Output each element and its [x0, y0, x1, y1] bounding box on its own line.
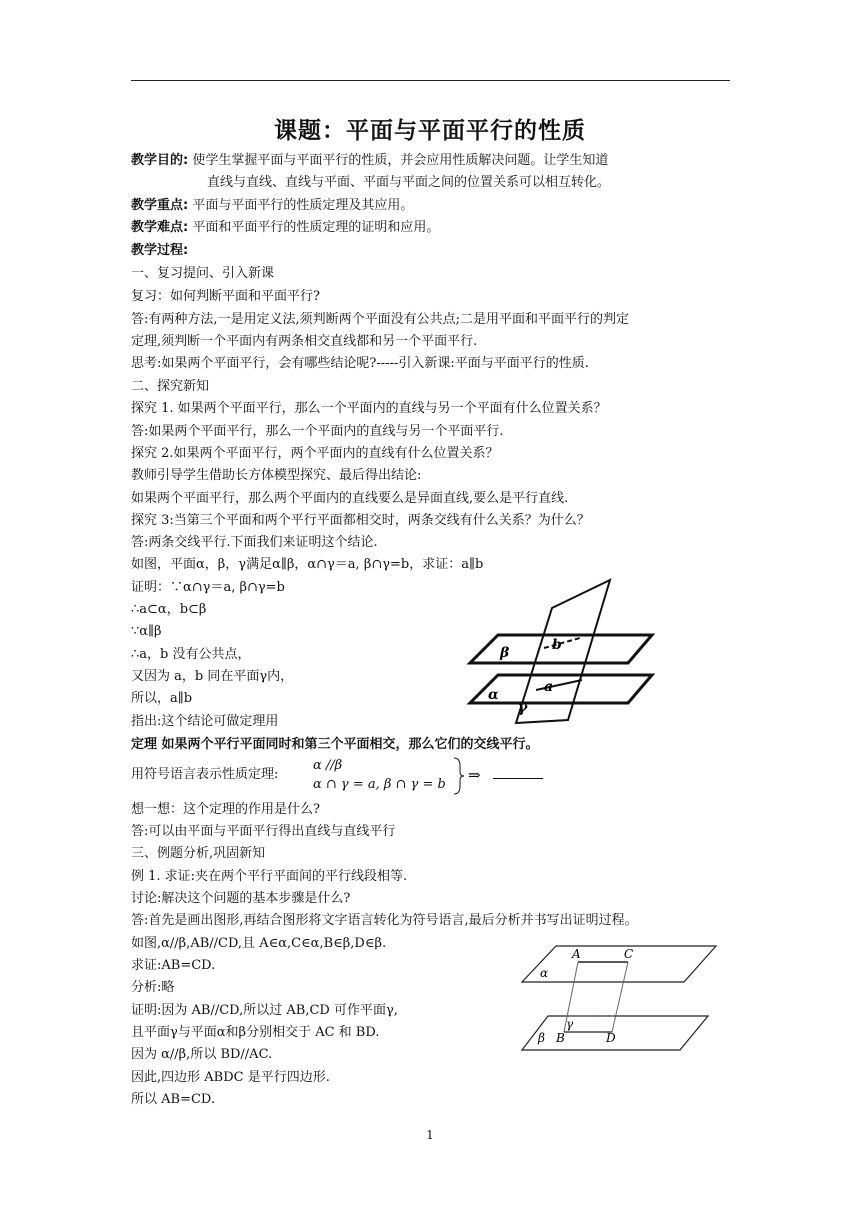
text-line: 如图，平面α，β，γ满足α∥β，α∩γ＝a, β∩γ=b，求证：a∥b: [131, 557, 484, 572]
aims-line-1: [131, 152, 608, 170]
text-line: 探究 3:当第三个平面和两个平行平面都相交时，两条交线有什么关系？为什么？: [131, 513, 590, 528]
text-line: 如图,α//β,AB//CD,且 A∈α,C∈α,B∈β,D∈β.: [131, 936, 387, 951]
label-C: C: [624, 947, 634, 961]
plane-alpha-2: [522, 946, 716, 982]
text-line: 三、例题分析,巩固新知: [131, 846, 266, 861]
text-line: ∴a⊂α，b⊂β: [131, 602, 207, 617]
text-line: 答:如果两个平面平行，那么一个平面内的直线与另一个平面平行.: [131, 424, 504, 439]
text-line: 答:有两种方法,一是用定义法,须判断两个平面没有公共点;二是用平面和平面平行的判定: [131, 312, 630, 327]
line-b: [544, 638, 580, 648]
figure-parallel-planes: [460, 578, 660, 726]
symbolic-prefix: 用符号语言表示性质定理:: [131, 767, 279, 782]
difficulty-line: [131, 219, 439, 237]
header-rule: [131, 80, 730, 81]
text-line: 分析:略: [131, 980, 175, 995]
text-line: 所以 AB=CD.: [131, 1092, 216, 1107]
text-line: 讨论:解决这个问题的基本步骤是什么?: [131, 891, 351, 906]
label-beta: β: [500, 645, 510, 661]
theorem-statement: 定理 如果两个平行平面同时和第三个平面相交，那么它们的交线平行。: [131, 737, 539, 752]
text-line: 指出:这个结论可做定理用: [131, 714, 279, 729]
text-line: 求证:AB=CD.: [131, 958, 216, 973]
text-line: 答:首先是画出图形,再结合图形将文字语言转化为符号语言,最后分析并书写出证明过程。: [131, 913, 638, 928]
process-label: 教学过程:: [131, 243, 189, 258]
focus-text: 平面与平面平行的性质定理及其应用。: [192, 198, 414, 213]
text-line: 如果两个平面平行，那么两个平面内的直线要么是异面直线,要么是平行直线.: [131, 491, 569, 506]
aims-label: 教学目的:: [131, 153, 189, 168]
focus-line: [131, 197, 413, 215]
text-line: 二、探究新知: [131, 379, 210, 394]
label-b: b: [552, 637, 562, 653]
text-line: 又因为 a，b 同在平面γ内，: [131, 669, 294, 684]
label-B: B: [556, 1031, 565, 1045]
page-number: 1: [426, 1128, 434, 1142]
text-line: 因此,四边形 ABDC 是平行四边形.: [131, 1070, 330, 1085]
text-line: 例 1. 求证:夹在两个平行平面间的平行线段相等.: [131, 869, 408, 884]
label-A: A: [572, 947, 581, 961]
text-line: 因为 α//β,所以 BD//AC.: [131, 1047, 273, 1062]
answer-blank: [493, 778, 543, 779]
text-line: ∵α∥β: [131, 624, 162, 639]
symbolic-condition-1: α //β: [313, 758, 343, 773]
label-D: D: [606, 1031, 616, 1045]
text-line: 证明:因为 AB//CD,所以过 AB,CD 可作平面γ,: [131, 1003, 398, 1018]
page-title: 课题：平面与平面平行的性质: [274, 118, 586, 144]
label-alpha: α: [488, 687, 499, 703]
text-line: 探究 2.如果两个平面平行，两个平面内的直线有什么位置关系？: [131, 446, 499, 461]
focus-label: 教学重点:: [131, 198, 189, 213]
label-gamma-2: γ: [566, 1017, 574, 1031]
line-a: [536, 680, 582, 690]
text-line: 复习：如何判断平面和平面平行?: [131, 289, 320, 304]
aims-text-1: 使学生掌握平面与平面平行的性质，并会应用性质解决问题。让学生知道: [192, 153, 609, 168]
text-line: 证明：∵α∩γ＝a, β∩γ=b: [131, 580, 285, 595]
figure-parallel-segments: [520, 944, 720, 1054]
brace-icon: [452, 756, 466, 796]
segment-CD: [612, 962, 628, 1032]
text-line: 答:两条交线平行.下面我们来证明这个结论.: [131, 535, 378, 550]
label-a: a: [544, 679, 554, 695]
text-line: 教师引导学生借助长方体模型探究、最后得出结论:: [131, 468, 422, 483]
text-line: 且平面γ与平面α和β分别相交于 AC 和 BD.: [131, 1025, 380, 1040]
symbolic-condition-2: α ∩ γ = a, β ∩ γ = b: [313, 777, 446, 792]
text-line: 一、复习提问、引入新课: [131, 266, 275, 281]
difficulty-label: 教学难点:: [131, 220, 189, 235]
text-line: 思考:如果两个平面平行，会有哪些结论呢?-----引入新课:平面与平面平行的性质.: [131, 356, 589, 371]
text-line: 探究 1. 如果两个平面平行，那么一个平面内的直线与另一个平面有什么位置关系？: [131, 401, 607, 416]
text-line: 定理,须判断一个平面内有两条相交直线都和另一个平面平行.: [131, 334, 478, 349]
label-beta-2: β: [538, 1031, 545, 1045]
text-line: ∴a，b 没有公共点，: [131, 647, 251, 662]
implies-symbol: ⇒: [468, 766, 481, 784]
text-line: 答:可以由平面与平面平行得出直线与直线平行: [131, 824, 396, 839]
label-gamma: γ: [518, 700, 528, 716]
aims-line-2: 直线与直线、直线与平面、平面与平面之间的位置关系可以相互转化。: [207, 175, 611, 190]
difficulty-text: 平面和平面平行的性质定理的证明和应用。: [192, 220, 440, 235]
text-line: 所以，a∥b: [131, 691, 193, 706]
text-line: 想一想：这个定理的作用是什么?: [131, 802, 320, 817]
label-alpha-2: α: [540, 966, 549, 980]
